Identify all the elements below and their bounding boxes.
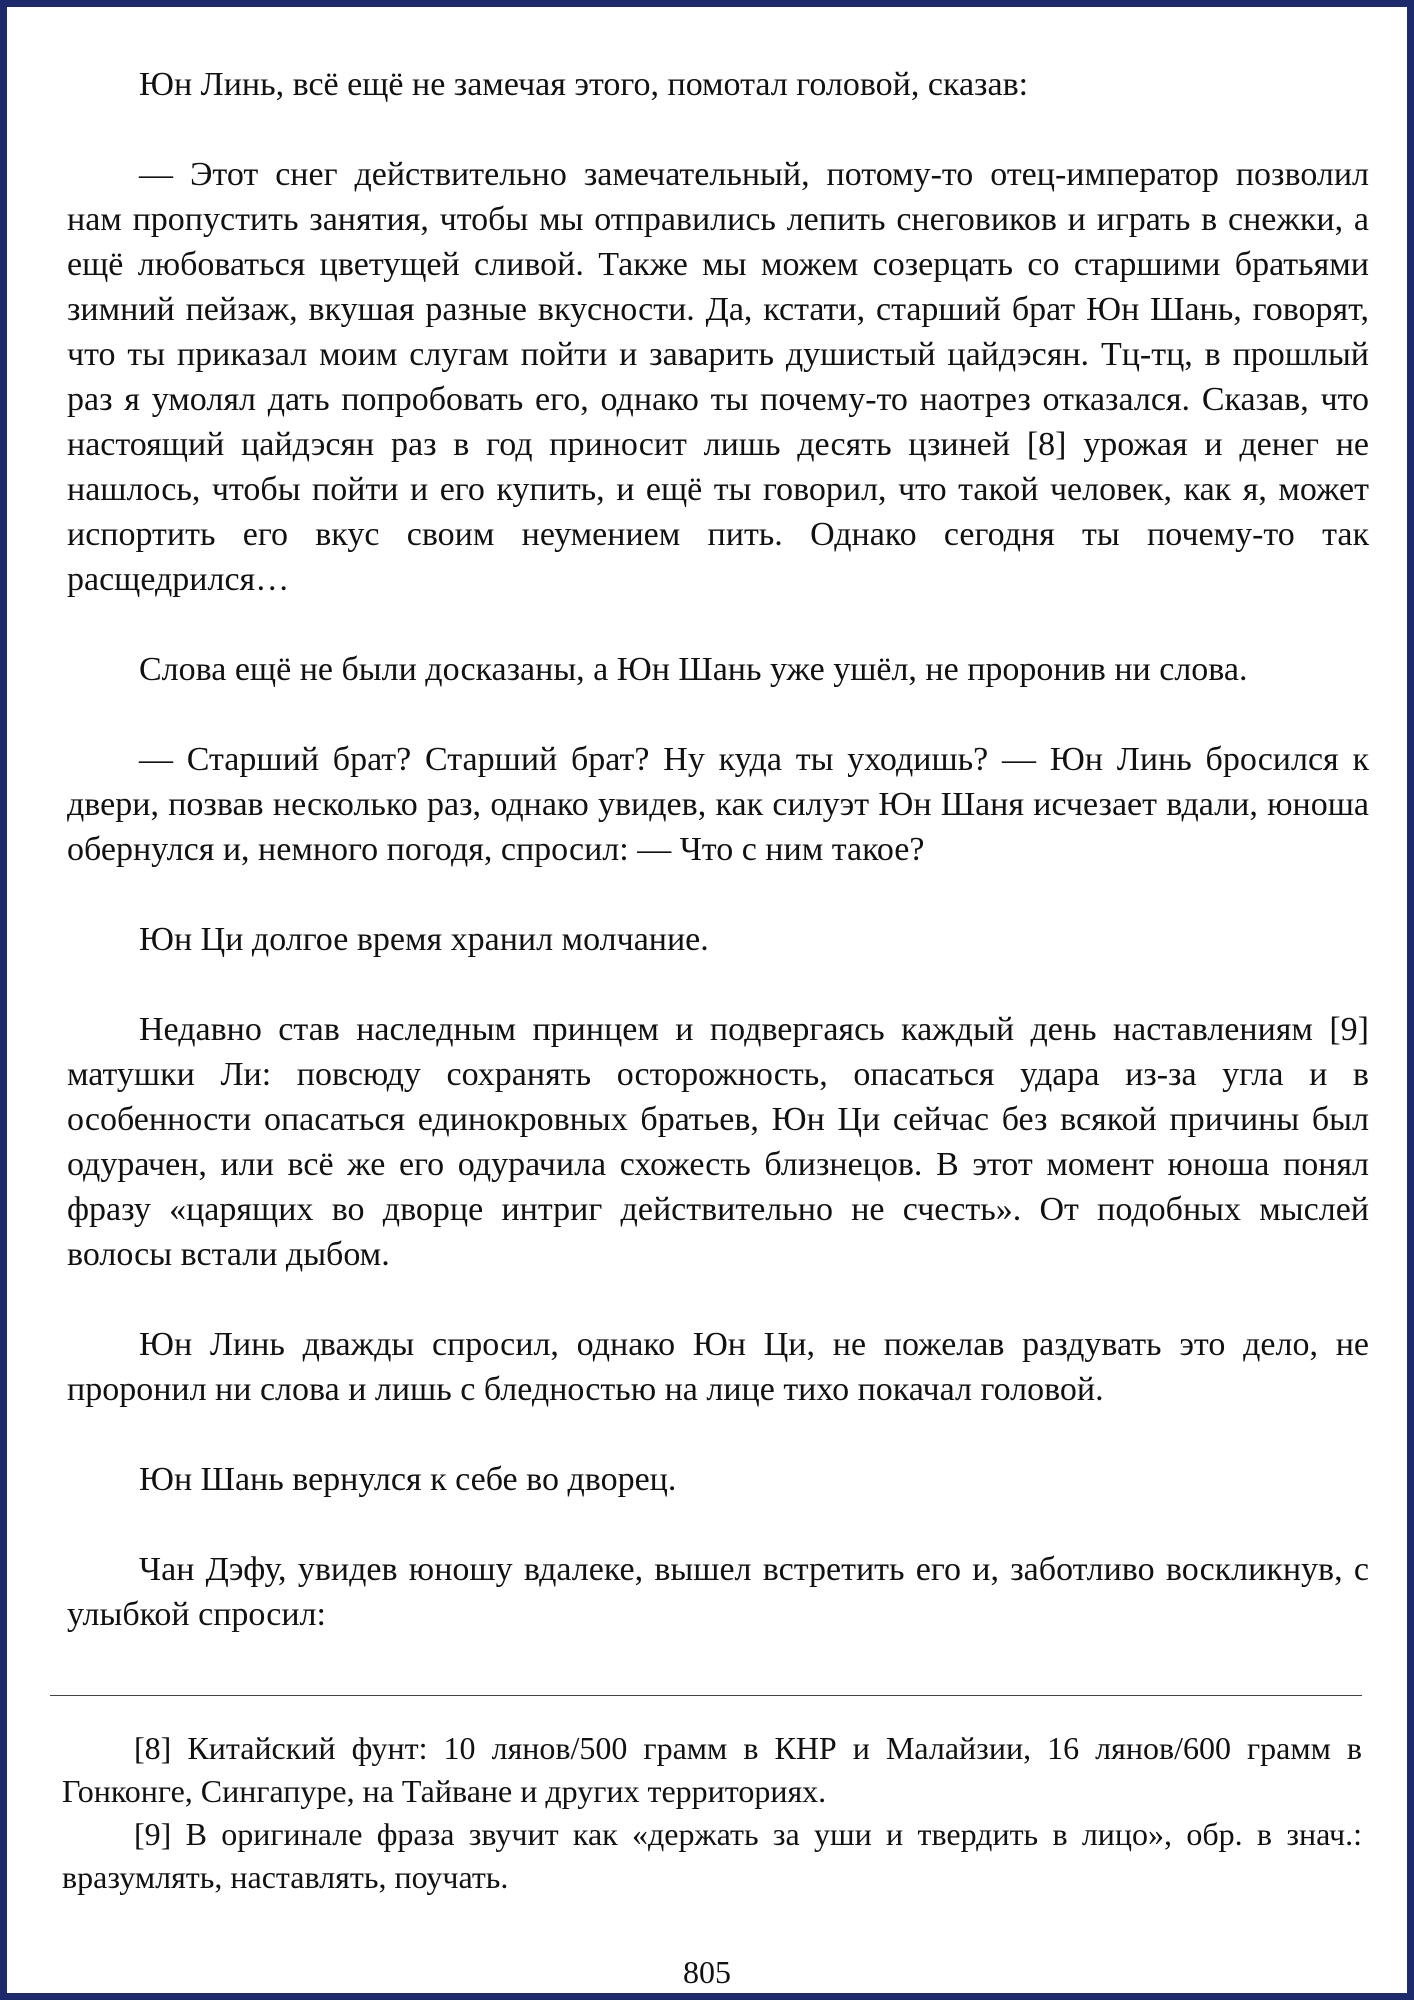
paragraph: Юн Линь дважды спросил, однако Юн Ци, не пожелав раздувать это дело, не проронил ни слова и лишь с бледностью на лице тихо покачал головой. xyxy=(67,1326,1369,1408)
paragraph: Недавно став наследным принцем и подвергаясь каждый день наставлениям [9] матушки Ли: повсюду сохранять осторожность, опасаться удара из-за угла и в особенности опасаться единокровных братьев, Юн Ци сейчас без всякой причины был одурачен, или всё же его одурачила схожесть близнецов. В этот момент юноша понял фразу «царящих во дворце интриг действительно не счесть». От подобных мыслей волосы встали дыбом. xyxy=(67,1011,1369,1273)
paragraph: Слова ещё не были досказаны, а Юн Шань уже ушёл, не проронив ни слова. xyxy=(139,651,1248,688)
paragraph: Юн Шань вернулся к себе во дворец. xyxy=(139,1461,677,1498)
page-number: 805 xyxy=(683,1954,731,1990)
footnote: [8] Китайский фунт: 10 лянов/500 грамм в КНР и Малайзии, 16 лянов/600 грамм в Гонконге, Сингапуре, на Тайване и других территориях. xyxy=(62,1730,1362,1809)
footnote-divider xyxy=(50,1695,1362,1696)
paragraph: — Старший брат? Старший брат? Ну куда ты уходишь? — Юн Линь бросился к двери, позвав несколько раз, однако увидев, как силуэт Юн Шаня исчезает вдали, юноша обернулся и, немного погодя, спросил: — Что с ним такое? xyxy=(67,741,1369,868)
paragraph: Юн Ци долгое время хранил молчание. xyxy=(139,921,709,958)
footnote: [9] В оригинале фраза звучит как «держать за уши и твердить в лицо», обр. в знач.: вразумлять, наставлять, поучать. xyxy=(62,1816,1362,1895)
paragraph: Чан Дэфу, увидев юношу вдалеке, вышел встретить его и, заботливо воскликнув, с улыбкой спросил: xyxy=(67,1551,1369,1633)
paragraph: — Этот снег действительно замечательный, потому-то отец-император позволил нам пропустить занятия, чтобы мы отправились лепить снеговиков и играть в снежки, а ещё любоваться цветущей сливой. Также мы можем созерцать со старшими братьями зимний пейзаж, вкушая разные вкусности. Да, кстати, старший брат Юн Шань, говорят, что ты приказал моим слугам пойти и заварить душистый цайдэсян. Тц-тц, в прошлый раз я умолял дать попробовать его, однако ты почему-то наотрез отказался. Сказав, что настоящий цайдэсян раз в год приносит лишь десять цзиней [8] урожая и денег не нашлось, чтобы пойти и его купить, и ещё ты говорил, что такой человек, как я, может испортить его вкус своим неумением пить. Однако сегодня ты почему-то так расщедрился… xyxy=(67,156,1369,598)
paragraph: Юн Линь, всё ещё не замечая этого, помотал головой, сказав: xyxy=(139,66,1029,103)
footnotes xyxy=(62,1727,1362,1899)
main-text xyxy=(67,62,1369,1637)
